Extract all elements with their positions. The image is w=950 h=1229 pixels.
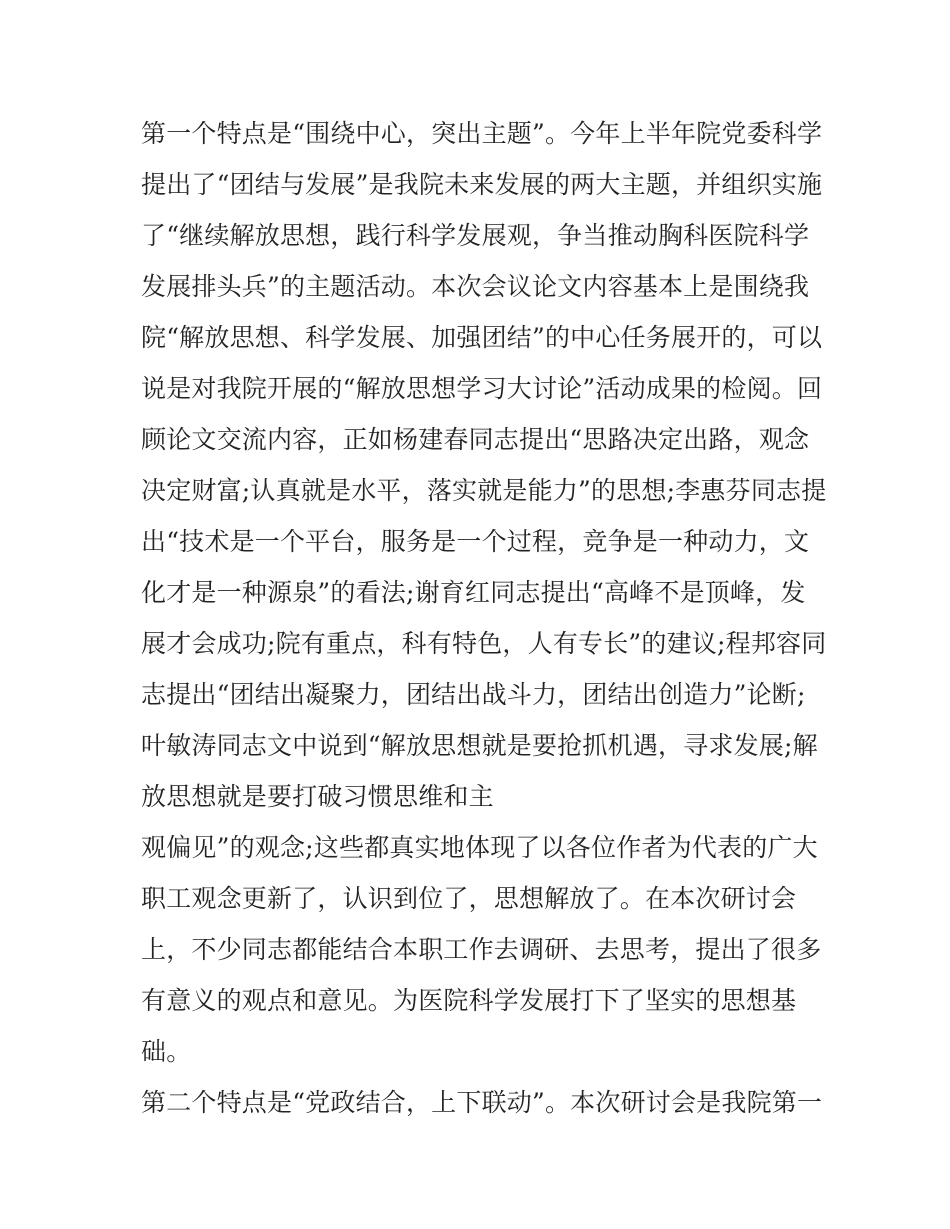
text-line: 顾论文交流内容，正如杨建春同志提出“思路决定出路，观念 (141, 425, 810, 454)
text-line: 发展排头兵”的主题活动。本次会议论文内容基本上是围绕我 (141, 272, 810, 301)
text-line: 有意义的观点和意见。为医院科学发展打下了坚实的思想基 (141, 986, 797, 1015)
text-line: 职工观念更新了，认识到位了，思想解放了。在本次研讨会 (141, 884, 797, 913)
text-line: 提出了“团结与发展”是我院未来发展的两大主题，并组织实施 (141, 170, 823, 199)
text-line: 院“解放思想、科学发展、加强团结”的中心任务展开的，可以 (141, 323, 823, 352)
text-line: 决定财富;认真就是水平，落实就是能力”的思想;李惠芬同志提 (141, 476, 827, 505)
text-line: 志提出“团结出凝聚力，团结出战斗力，团结出创造力”论断; (141, 680, 806, 709)
text-line: 展才会成功;院有重点，科有特色，人有专长”的建议;程邦容同 (141, 629, 827, 658)
body-text (141, 108, 827, 1128)
text-line: 放思想就是要打破习惯思维和主 (141, 782, 494, 811)
text-line: 出“技术是一个平台，服务是一个过程，竞争是一种动力，文 (141, 527, 810, 556)
text-line: 上，不少同志都能结合本职工作去调研、去思考，提出了很多 (141, 935, 822, 964)
text-line: 础。 (141, 1037, 192, 1066)
text-line: 第一个特点是“围绕中心，突出主题”。今年上半年院党委科学 (141, 119, 823, 148)
text-line: 观偏见”的观念;这些都真实地体现了以各位作者为代表的广大 (141, 833, 818, 862)
text-line: 化才是一种源泉”的看法;谢育红同志提出“高峰不是顶峰，发 (141, 578, 806, 607)
text-line: 第二个特点是“党政结合，上下联动”。本次研讨会是我院第一 (141, 1088, 823, 1117)
text-line: 说是对我院开展的“解放思想学习大讨论”活动成果的检阅。回 (141, 374, 823, 403)
text-line: 了“继续解放思想，践行科学发展观，争当推动胸科医院科学 (141, 221, 810, 250)
text-line: 叶敏涛同志文中说到“解放思想就是要抢抓机遇，寻求发展;解 (141, 731, 818, 760)
